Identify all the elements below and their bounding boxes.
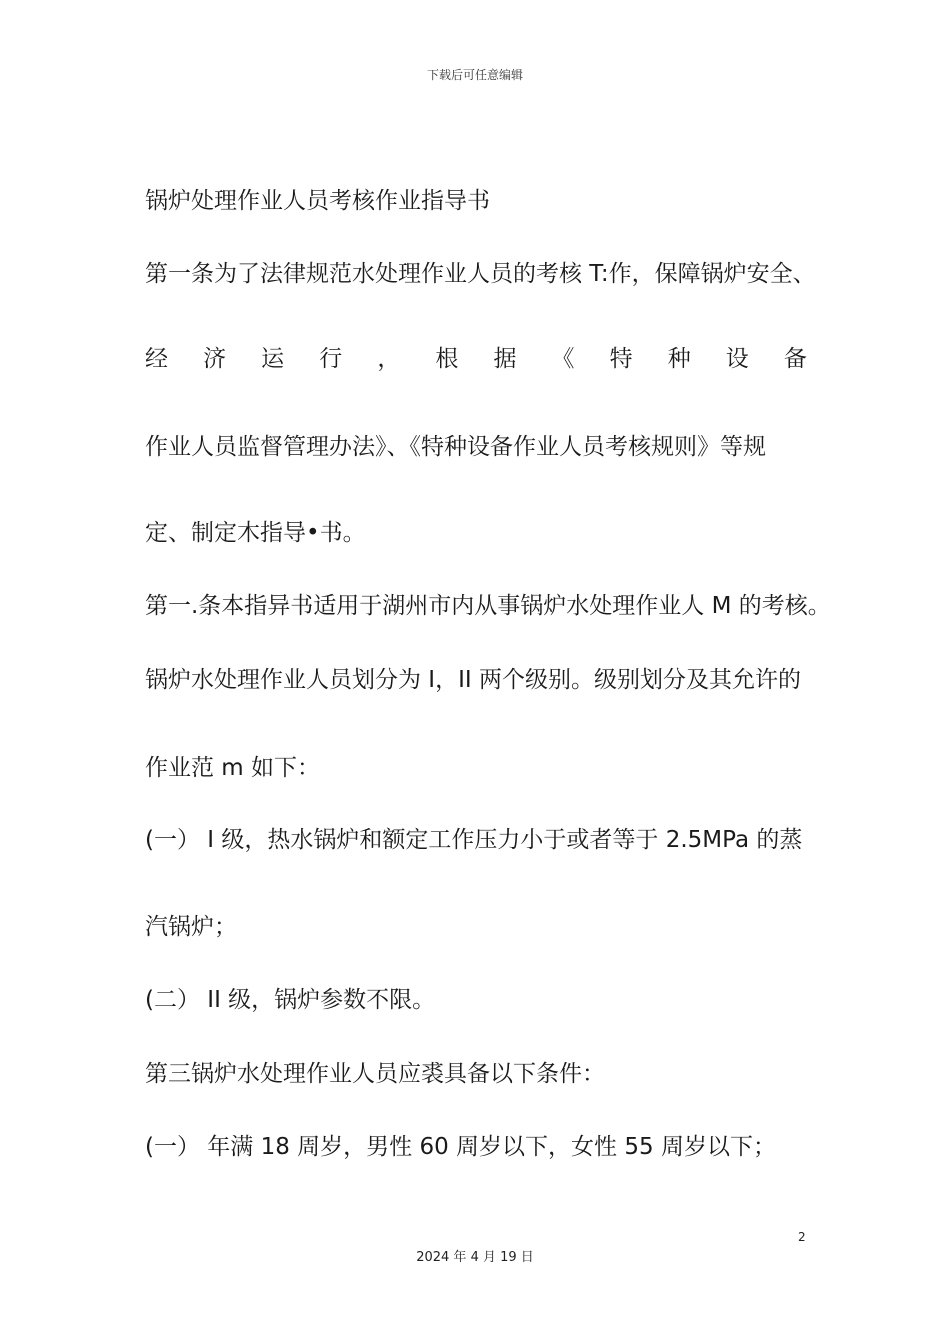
char: 根 [435,346,459,372]
char: 据 [493,346,517,372]
paragraph-line-3: 定、制定木指导•书。 [145,520,366,546]
page-header: 下载后可任意编辑 [426,68,523,82]
char: 运 [261,346,285,372]
paragraph-line-7: (一） I 级，热水锅炉和额定工作压力小于或者等于 2.5MPa 的蒸 [145,827,803,853]
paragraph-line-9: (二） II 级，锅炉参数不限。 [145,987,436,1013]
page-footer-date: 2024 年 4 月 19 日 [416,1250,534,1265]
char: 设 [725,346,749,372]
char: 种 [667,346,691,372]
paragraph-line-5: 锅炉水处理作业人员划分为 I，II 两个级别。级别划分及其允许的 [145,667,801,693]
paragraph-line-11: (一） 年满 18 周岁，男性 60 周岁以下，女性 55 周岁以下； [145,1134,776,1160]
page-number: 2 [798,1230,806,1244]
paragraph-line-2: 作业人员监督管理办法》、《特种设备作业人员考核规则》等规 [145,434,766,460]
paragraph-line-10: 第三锅炉水处理作业人员应裘具备以下条件： [145,1061,605,1087]
document-title: 锅炉处理作业人员考核作业指导书 [145,188,490,214]
char: 备 [783,346,807,372]
paragraph-line-1: 第一条为了法律规范水处理作业人员的考核 T:作，保障锅炉安全、 [145,261,816,287]
char: 特 [609,346,633,372]
char: 《 [551,346,575,372]
char: 济 [203,346,227,372]
char: ， [377,346,401,372]
char: 行 [319,346,343,372]
paragraph-line-justified [145,344,807,374]
paragraph-line-4: 第一.条本指异书适用于湖州市内从事锅炉水处理作业人 M 的考核。 [145,593,831,619]
paragraph-line-6: 作业范 m 如下： [145,755,321,781]
char: 经 [145,346,168,372]
paragraph-line-8: 汽锅炉； [145,914,237,940]
